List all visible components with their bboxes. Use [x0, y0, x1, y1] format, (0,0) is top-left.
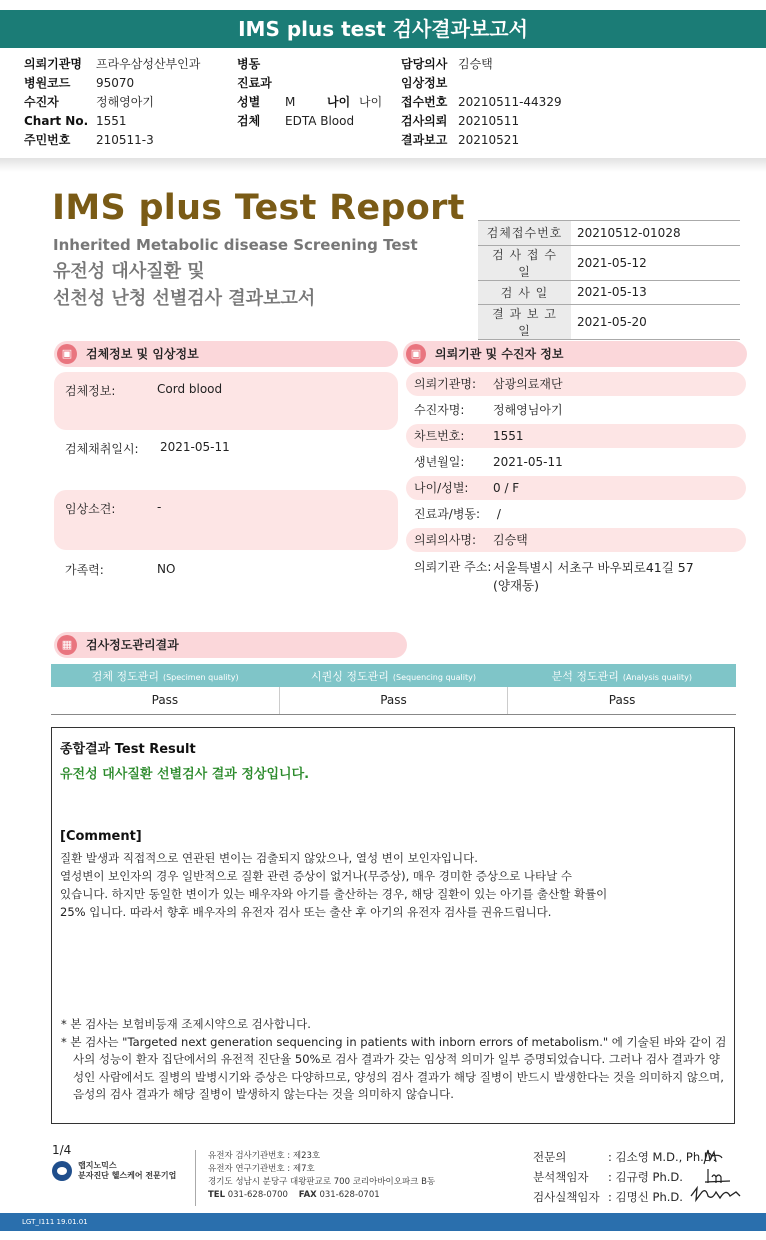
clinical-label: 임상소견:: [65, 502, 116, 516]
hdr-value: 95070: [96, 76, 135, 90]
hdr-value: 20210521: [458, 133, 520, 147]
patient-label: 진료과/병동:: [414, 507, 481, 521]
hdr-label: 성별: [237, 95, 261, 109]
signer-role: 전문의: [533, 1150, 567, 1164]
header-col-3: [401, 55, 562, 150]
report-subtitle-ko-line1: 유전성 대사질환 및: [53, 261, 205, 282]
clinical-box: [54, 490, 398, 550]
hdr-label: Chart No.: [24, 114, 89, 128]
collected-label: 검체채취일시:: [65, 442, 139, 456]
family-label: 가족력:: [65, 563, 104, 577]
lock-icon: ▣: [57, 344, 77, 364]
comment-line: 25% 입니다. 따라서 향후 배우자의 유전자 검사 또는 출산 후 아기의 유전자 검사를 권유드립니다.: [60, 905, 552, 919]
address-line1: 서울특별시 서초구 바우뫼로41길 57: [493, 560, 694, 575]
quality-header-sequencing: 시퀀싱 정도관리 (Sequencing quality): [279, 664, 507, 687]
signer-row: [533, 1147, 716, 1167]
hdr-label: 의뢰기관명: [24, 57, 82, 71]
patient-value: 1551: [493, 429, 524, 443]
result-summary: 유전성 대사질환 선별검사 결과 정상입니다.: [60, 767, 310, 782]
note-2: * 본 검사는 "Targeted next generation sequencing in patients with inborn errors of metabolism." 에 기술된 바와 같이 검사의 성능이 환자 집단에서의 유전적 진단율 50%로 검사 결과가 갖는 임상적 의미가 일부 증명되었습니다. 그러나 검사 결과가 양성인 사람에서도 질병의 발병시기와 증상은 다양하므로, 양성의 검사 결과가 해당 질병이 반드시 발생한다는 것을 의미하지 않으며, 음성의 검사 결과가 해당 질병이 발생하지 않는다는 것을 의미하지 않습니다.: [61, 1034, 727, 1101]
header-col-2: [237, 55, 382, 131]
date-value: 2021-05-20: [571, 305, 740, 340]
hdr-label: 검사의뢰: [401, 114, 448, 128]
patient-value: 0 / F: [493, 481, 520, 495]
page-number: 1/4: [52, 1143, 72, 1157]
header-divider: [0, 158, 766, 172]
quality-value-row: [51, 687, 736, 714]
address-label: 의뢰기관 주소:: [414, 560, 492, 574]
hdr-value: 20210511-44329: [458, 95, 562, 109]
footer-info: [208, 1150, 435, 1202]
hdr-label: 병원코드: [24, 76, 71, 90]
hdr-label: 진료과: [237, 76, 272, 90]
patient-row: [406, 398, 746, 422]
patient-label: 의뢰기관명:: [414, 377, 477, 391]
company-logo-icon: [52, 1161, 72, 1181]
hdr-value: 1551: [96, 114, 127, 128]
patient-row: [406, 476, 746, 500]
date-value: 2021-05-12: [571, 245, 740, 280]
comment-line: 있습니다. 하지만 동일한 변이가 있는 배우자와 아기를 출산하는 경우, 해당 질환이 있는 아기를 출산할 확률이: [60, 887, 608, 901]
hdr-label: 접수번호: [401, 95, 448, 109]
hdr-value: 정해영아기: [96, 95, 154, 109]
note-1: * 본 검사는 보험비등재 조제시약으로 검사합니다.: [61, 1017, 311, 1031]
dates-row: [478, 245, 740, 280]
dates-row: [478, 221, 740, 246]
patient-row: [406, 528, 746, 552]
dates-row: [478, 305, 740, 340]
quality-header-specimen: 검체 정도관리 (Specimen quality): [51, 664, 279, 687]
specimen-section-heading: [54, 341, 398, 367]
patient-label: 생년월일:: [414, 455, 465, 469]
result-title: 종합결과 Test Result: [60, 742, 196, 757]
patient-heading-text: 의뢰기관 및 수진자 정보: [435, 347, 564, 361]
family-value: NO: [157, 562, 176, 576]
collected-value: 2021-05-11: [160, 440, 230, 454]
quality-header-analysis: 분석 정도관리 (Analysis quality): [508, 664, 736, 687]
patient-value: /: [493, 507, 501, 521]
patient-label: 차트번호:: [414, 429, 465, 443]
clipboard-icon: ▦: [57, 635, 77, 655]
date-value: 20210512-01028: [571, 221, 740, 246]
signer-name: : 김소영 M.D., Ph.D.: [608, 1150, 717, 1164]
dates-table: [478, 220, 740, 340]
date-label: 검 사 일: [478, 280, 571, 305]
signer-name: : 김규령 Ph.D.: [608, 1170, 683, 1184]
patient-label: 의뢰의사명:: [414, 533, 477, 547]
quality-value-sequencing: Pass: [279, 687, 507, 714]
test-result-box: [51, 727, 735, 1124]
footer-bar: LGT_I111 19.01.01: [0, 1213, 766, 1231]
patient-label: 수진자명:: [414, 403, 465, 417]
patient-row: [406, 450, 746, 474]
result-notes: [57, 1016, 729, 1104]
patient-section-heading: [403, 341, 747, 367]
hdr-value: 210511-3: [96, 133, 154, 147]
hdr-value: EDTA Blood: [285, 114, 355, 128]
signer-name: : 김명신 Ph.D.: [608, 1190, 683, 1204]
specimen-info-box: [54, 372, 398, 430]
patient-value: 삼광의료재단: [493, 377, 563, 391]
date-label: 검체접수번호: [478, 221, 571, 246]
hdr-label: 담당의사: [401, 57, 448, 71]
date-value: 2021-05-13: [571, 280, 740, 305]
quality-header-row: [51, 664, 736, 687]
signer-role: 분석책임자: [533, 1170, 589, 1184]
hdr-label: 임상정보: [401, 76, 448, 90]
age-value: 나이: [359, 95, 383, 109]
quality-table: [51, 664, 736, 715]
comment-body: [60, 849, 726, 921]
hdr-value: 프라우삼성산부인과: [96, 57, 201, 71]
report-subtitle-ko: [53, 258, 315, 312]
patient-row: [406, 502, 746, 526]
signer-role: 검사실책임자: [533, 1190, 600, 1204]
date-label: 검 사 접 수 일: [478, 245, 571, 280]
patient-value: 2021-05-11: [493, 455, 563, 469]
footer-info-line: 경기도 성남시 분당구 대왕판교로 700 코리아바이오파크 B동: [208, 1177, 436, 1187]
dates-row: [478, 280, 740, 305]
header-col-1: [24, 55, 200, 150]
footer-info-line: 유전자 검사기관번호 : 제23호: [208, 1151, 321, 1161]
hdr-value: M: [285, 95, 296, 109]
hdr-value: 김승택: [458, 57, 493, 71]
patient-row: [406, 372, 746, 396]
comment-title: [Comment]: [60, 829, 142, 844]
hdr-label: 병동: [237, 57, 261, 71]
hdr-label: 주민번호: [24, 133, 71, 147]
patient-value: 정해영님아기: [493, 403, 563, 417]
hdr-label: 검체: [237, 114, 261, 128]
date-label: 결 과 보 고 일: [478, 305, 571, 340]
comment-line: 질환 발생과 직접적으로 연관된 변이는 검출되지 않았으나, 열성 변이 보인자입니다.: [60, 851, 478, 865]
quality-section-heading: [54, 632, 407, 658]
patient-value: 김승택: [493, 533, 528, 547]
hdr-label: 수진자: [24, 95, 59, 109]
comment-line: 열성변이 보인자의 경우 일반적으로 질환 관련 증상이 없거나(무증상), 매우 경미한 증상으로 나타날 수: [60, 869, 572, 883]
footer-divider: [195, 1150, 196, 1206]
lock-icon: ▣: [406, 344, 426, 364]
quality-value-specimen: Pass: [51, 687, 279, 714]
quality-value-analysis: Pass: [508, 687, 736, 714]
hdr-value: 20210511: [458, 114, 520, 128]
company-logo: [52, 1161, 176, 1181]
footer-info-line: 유전자 연구기관번호 : 제7호: [208, 1164, 315, 1174]
patient-label: 나이/성별:: [414, 481, 469, 495]
report-subtitle-ko-line2: 선천성 난청 선별검사 결과보고서: [53, 288, 316, 309]
footer-contact: TEL 031-628-0700 FAX 031-628-0701: [208, 1190, 380, 1200]
report-subtitle-en: Inherited Metabolic disease Screening Test: [53, 236, 418, 254]
hdr-label: 결과보고: [401, 133, 448, 147]
signature-3: [688, 1184, 744, 1204]
report-title: IMS plus Test Report: [52, 188, 465, 228]
clinical-value: -: [157, 500, 162, 514]
company-logo-text: 랩지노믹스 분자진단 헬스케어 전문기업: [78, 1161, 177, 1180]
specimen-label: 검체정보:: [65, 384, 116, 398]
specimen-heading-text: 검체정보 및 임상정보: [86, 347, 199, 361]
age-label: 나이: [327, 95, 351, 109]
address-line2: (양재동): [493, 578, 539, 593]
specimen-value: Cord blood: [157, 382, 223, 396]
quality-heading-text: 검사정도관리결과: [86, 638, 179, 652]
patient-row: [406, 424, 746, 448]
report-header-bar: IMS plus test 검사결과보고서: [0, 10, 766, 48]
